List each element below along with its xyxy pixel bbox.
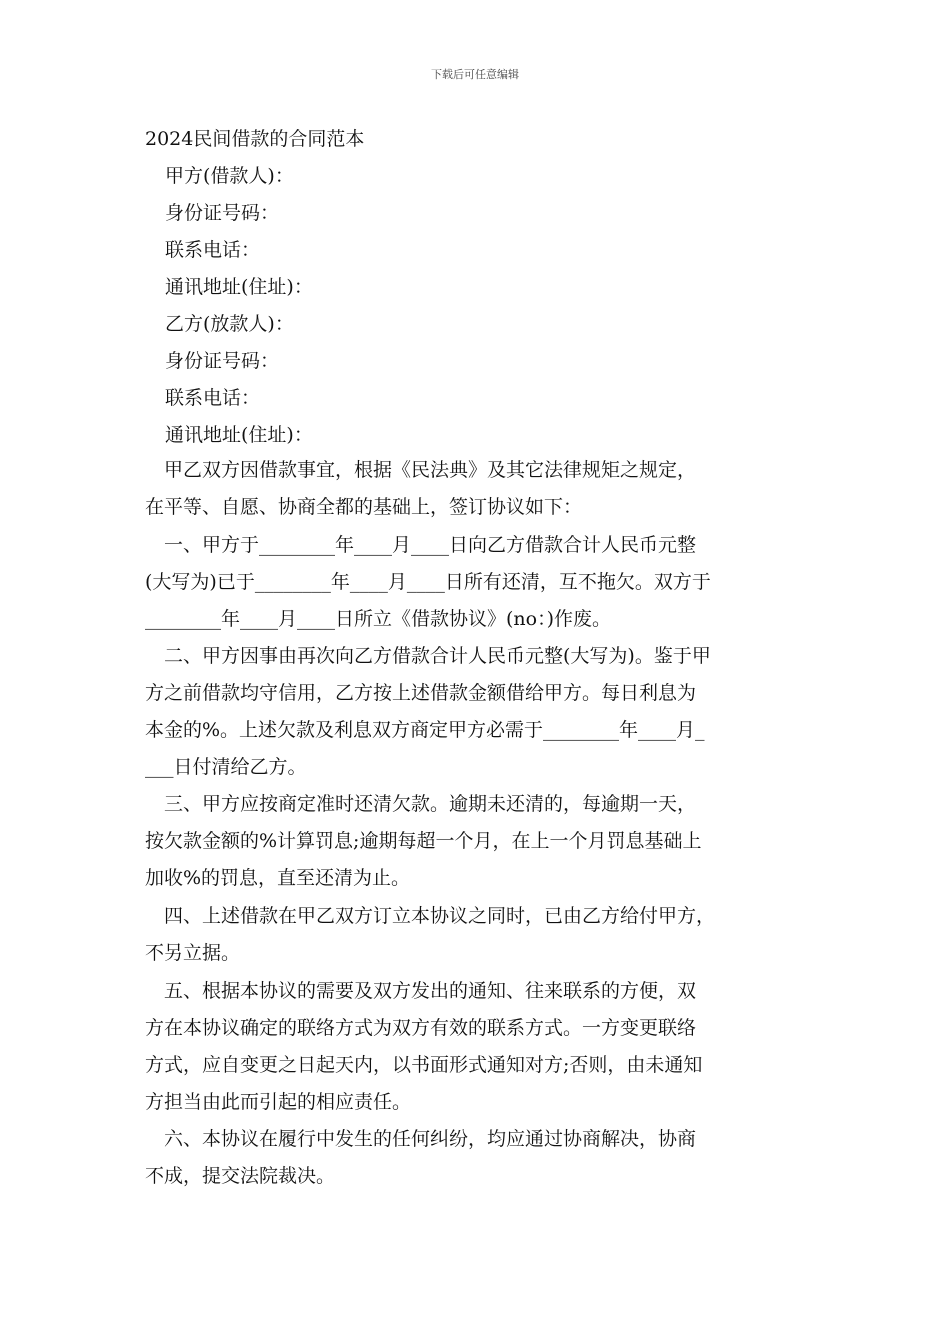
clause-2-line: 方之前借款均守信用，乙方按上述借款金额借给甲方。每日利息为 xyxy=(145,682,697,704)
header-note: 下载后可任意编辑 xyxy=(431,68,519,81)
party-b-address-field: 通讯地址(住址)： xyxy=(165,424,313,446)
party-a-borrower-field: 甲方(借款人)： xyxy=(165,165,294,187)
clause-5-line: 方在本协议确定的联络方式为双方有效的联系方式。一方变更联络 xyxy=(145,1017,697,1039)
party-b-id-number-field: 身份证号码： xyxy=(165,350,280,372)
intro-line: 在平等、自愿、协商全都的基础上，签订协议如下： xyxy=(145,496,583,518)
clause-2-line: 二、甲方因事由再次向乙方借款合计人民币元整(大写为)。鉴于甲 xyxy=(145,645,711,667)
clause-3-paragraph xyxy=(145,791,825,902)
clause-1-paragraph xyxy=(145,532,825,643)
party-b-phone-field: 联系电话： xyxy=(165,387,261,409)
clause-2-line: 本金的%。上述欠款及利息双方商定甲方必需于________年____月_ xyxy=(145,719,705,741)
party-a-phone-field: 联系电话： xyxy=(165,239,261,261)
clause-5-paragraph xyxy=(145,978,825,1126)
clause-3-line: 加收%的罚息，直至还清为止。 xyxy=(145,867,411,889)
clause-6-line: 不成，提交法院裁决。 xyxy=(145,1165,336,1187)
clause-5-line: 方担当由此而引起的相应责任。 xyxy=(145,1091,412,1113)
clause-5-line: 五、根据本协议的需要及双方发出的通知、往来联系的方便，双 xyxy=(145,980,697,1002)
intro-line: 甲乙双方因借款事宜，根据《民法典》及其它法律规矩之规定， xyxy=(145,459,697,481)
clause-4-line: 四、上述借款在甲乙双方订立本协议之同时，已由乙方给付甲方， xyxy=(145,905,716,927)
clause-4-line: 不另立据。 xyxy=(145,942,241,964)
document-title: 2024民间借款的合同范本 xyxy=(145,128,365,150)
clause-6-line: 六、本协议在履行中发生的任何纠纷，均应通过协商解决，协商 xyxy=(145,1128,697,1150)
clause-1-line: ________年____月____日所立《借款协议》(no：)作废。 xyxy=(145,608,612,630)
party-a-id-number-field: 身份证号码： xyxy=(165,202,280,224)
clause-2-line: ___日付清给乙方。 xyxy=(145,756,307,778)
clause-3-line: 三、甲方应按商定准时还清欠款。逾期未还清的，每逾期一天， xyxy=(145,793,697,815)
clause-1-line: 一、甲方于________年____月____日向乙方借款合计人民币元整 xyxy=(145,534,697,556)
intro-paragraph xyxy=(145,457,825,531)
clause-5-line: 方式，应自变更之日起天内，以书面形式通知对方;否则，由未通知 xyxy=(145,1054,703,1076)
clause-3-line: 按欠款金额的%计算罚息;逾期每超一个月，在上一个月罚息基础上 xyxy=(145,830,702,852)
clause-1-line: (大写为)已于________年____月____日所有还清，互不拖欠。双方于 xyxy=(145,571,711,593)
clause-2-paragraph xyxy=(145,643,825,791)
clause-4-paragraph xyxy=(145,903,825,977)
party-b-lender-field: 乙方(放款人)： xyxy=(165,313,294,335)
clause-6-paragraph xyxy=(145,1126,825,1200)
party-a-address-field: 通讯地址(住址)： xyxy=(165,276,313,298)
